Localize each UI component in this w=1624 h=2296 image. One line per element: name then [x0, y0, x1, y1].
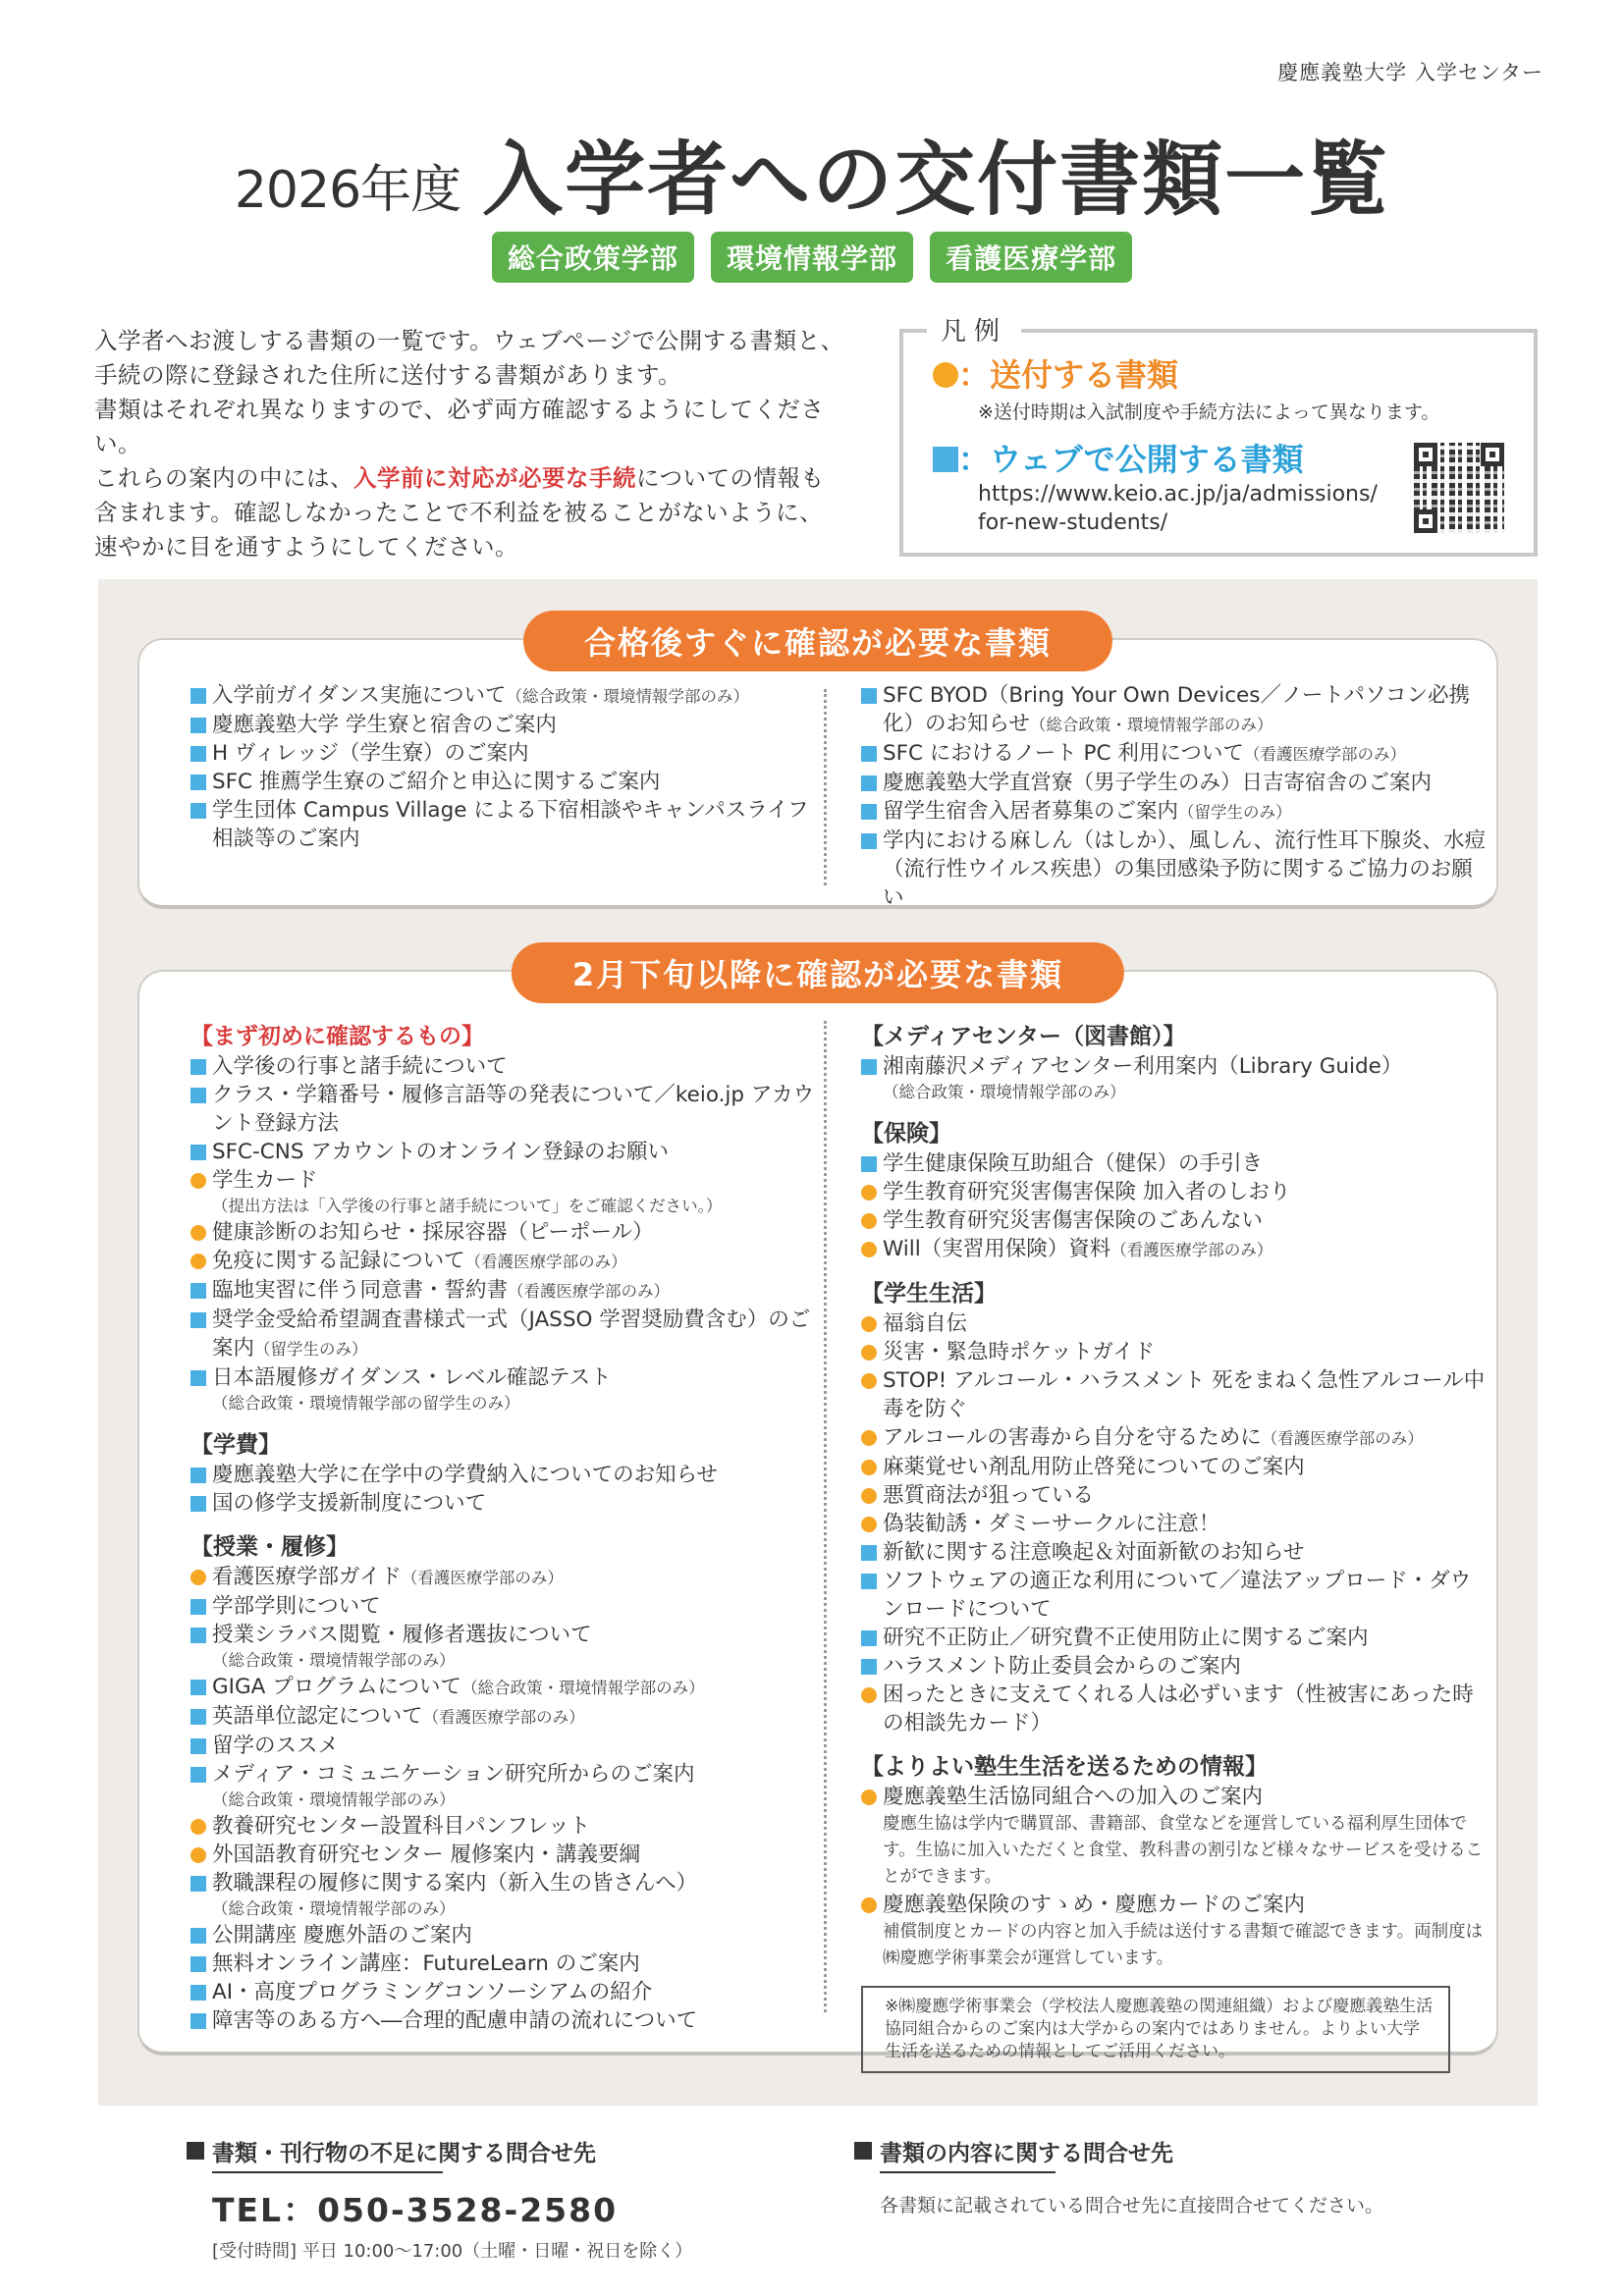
blue-square-icon [190, 803, 206, 819]
item-note: （看護医療学部のみ） [1110, 1241, 1273, 1259]
url-line[interactable]: https://www.keio.ac.jp/ja/admissions/ [978, 482, 1378, 507]
item-text: 教養研究センター設置科目パンフレット [212, 1814, 591, 1839]
list-item [861, 1149, 1489, 1178]
list-item [190, 1978, 829, 2006]
list-item [190, 796, 829, 853]
list-item [861, 827, 1489, 912]
blue-square-icon [190, 1709, 206, 1725]
black-square-icon [854, 2142, 872, 2160]
list-item [190, 1702, 829, 1732]
blue-square-icon [190, 1059, 206, 1075]
list-item [861, 1052, 1489, 1104]
list-item [190, 2006, 829, 2035]
faculty-badge: 看護医療学部 [930, 232, 1132, 283]
blue-square-icon [190, 1496, 206, 1512]
list-item [190, 768, 829, 796]
item-text: 福翁自伝 [883, 1311, 968, 1336]
item-text: アルコールの害毒から自分を守るために [883, 1425, 1262, 1450]
orange-dot-icon [861, 1517, 877, 1532]
item-text: SFC-CNS アカウントのオンライン登録のお願い [212, 1140, 670, 1164]
intro-line: 手続の際に登録された住所に送付する書類があります。 [94, 361, 682, 389]
item-sub: （提出方法は「入学後の行事と諸手続について」をご確認ください。） [212, 1197, 723, 1215]
footer-heading-text: 書類の内容に関する問合せ先 [880, 2135, 1173, 2173]
item-text: 臨地実習に伴う同意書・誓約書 [212, 1278, 509, 1303]
item-text: 日本語履修ガイダンス・レベル確認テスト [212, 1365, 612, 1390]
category-heading: 【よりよい塾生生活を送るための情報】 [861, 1754, 1268, 1780]
section-left-column [190, 1021, 829, 2035]
blue-square-icon [190, 1088, 206, 1103]
category-heading: 【まず初めに確認するもの】 [190, 1024, 484, 1049]
intro-line: 入学者へお渡しする書類の一覧です。ウェブページで公開する書類と、 [94, 327, 844, 354]
item-text: 看護医療学部ガイド [212, 1565, 402, 1589]
intro-line: 書類はそれぞれ異なりますので、必ず両方確認するようにしてください。 [94, 396, 825, 457]
item-text: 困ったときに支えてくれる人は必ずいます（性被害にあった時の相談先カード） [883, 1682, 1474, 1735]
item-text: 奨学金受給希望調査書様式一式（JASSO 学習奨励費含む）のご案内 [212, 1308, 811, 1361]
blue-square-icon [190, 1370, 206, 1386]
section-right-column [861, 681, 1489, 912]
list-item [861, 1652, 1489, 1681]
section-immediate [137, 624, 1498, 910]
list-item [861, 1481, 1489, 1510]
item-text: 慶應義塾大学直営寮（男子学生のみ）日吉寄宿舎のご案内 [883, 771, 1433, 795]
item-text: 留学のススメ [212, 1734, 340, 1758]
list-item [190, 1138, 829, 1166]
list-item [861, 1624, 1489, 1652]
category-heading: 【学費】 [190, 1432, 281, 1458]
item-text: 無料オンライン講座：FutureLearn のご案内 [212, 1951, 640, 1976]
blue-square-icon [190, 1312, 206, 1328]
item-text: 慶應義塾生活協同組合への加入のご案内 [883, 1785, 1264, 1809]
section-title: 合格後すぐに確認が必要な書類 [523, 611, 1112, 671]
item-text: クラス・学籍番号・履修言語等の発表について／keio.jp アカウント登録方法 [212, 1083, 815, 1136]
item-text: STOP! アルコール・ハラスメント 死をまねく急性アルコール中毒を防ぐ [883, 1368, 1486, 1421]
blue-square-icon [861, 775, 877, 791]
item-note: （看護医療学部のみ） [1261, 1429, 1424, 1448]
orange-dot-icon [861, 1316, 877, 1332]
item-text: 研究不正防止／研究費不正使用防止に関するご案内 [883, 1626, 1369, 1650]
list-item [190, 1563, 829, 1592]
list-item [861, 1206, 1489, 1235]
item-note: （留学生のみ） [1178, 803, 1292, 822]
list-item [190, 1306, 829, 1363]
item-text: 教職課程の履修に関する案内（新入生の皆さんへ） [212, 1871, 698, 1896]
list-item [190, 1921, 829, 1949]
list-item [861, 1891, 1489, 1972]
orange-dot-icon [861, 1789, 877, 1805]
url-line[interactable]: for-new-students/ [978, 510, 1168, 535]
list-item [190, 1760, 829, 1812]
faculty-badges [0, 232, 1624, 283]
item-text: 慶應義塾大学 学生寮と宿舎のご案内 [212, 713, 557, 737]
blue-square-icon [861, 804, 877, 820]
list-item [190, 1949, 829, 1978]
blue-square-icon [190, 688, 206, 704]
orange-dot-icon [190, 1819, 206, 1835]
title-year: 2026年度 [234, 161, 461, 220]
blue-square-icon [190, 1985, 206, 2001]
item-text: 慶應義塾保険のすゝめ・慶應カードのご案内 [883, 1893, 1306, 1917]
item-sub: （総合政策・環境情報学部のみ） [212, 1651, 456, 1670]
blue-square-icon [933, 447, 958, 472]
item-text: 学部学則について [212, 1594, 381, 1619]
item-text: 入学後の行事と諸手続について [212, 1054, 508, 1079]
orange-dot-icon [190, 1173, 206, 1189]
faculty-badge: 総合政策学部 [492, 232, 694, 283]
intro-text [94, 324, 870, 564]
item-text: 免疫に関する記録について [212, 1249, 465, 1273]
orange-dot-icon [190, 1570, 206, 1585]
blue-square-icon [190, 1876, 206, 1892]
section-right-column [861, 1021, 1489, 2073]
list-item [190, 1869, 829, 1921]
item-note: （総合政策・環境情報学部のみ） [1029, 716, 1273, 734]
list-item [861, 1423, 1489, 1453]
orange-dot-icon [861, 1460, 877, 1475]
item-text: 悪質商法が狙っている [883, 1483, 1095, 1508]
office-hours: [受付時間] 平日 10:00〜17:00（土曜・日曜・祝日を除く） [212, 2241, 693, 2262]
list-item [190, 739, 829, 768]
item-text: 新歓に関する注意喚起＆対面新歓のお知らせ [883, 1540, 1305, 1565]
blue-square-icon [190, 718, 206, 733]
item-note: （留学生のみ） [254, 1340, 368, 1359]
blue-square-icon [190, 746, 206, 762]
item-text: ハラスメント防止委員会からのご案内 [883, 1654, 1241, 1679]
blue-square-icon [861, 1659, 877, 1675]
item-text: 麻薬覚せい剤乱用防止啓発についてのご案内 [883, 1455, 1305, 1479]
intro-line: 速やかに目を通すようにしてください。 [94, 533, 518, 561]
item-text: 学生カード [212, 1168, 318, 1193]
blue-square-icon [861, 1545, 877, 1561]
intro-line [94, 461, 870, 496]
item-text: 障害等のある方へ―合理的配慮申請の流れについて [212, 2008, 698, 2033]
blue-square-icon [190, 2013, 206, 2029]
list-item [190, 1673, 829, 1702]
legend-box [899, 317, 1538, 557]
orange-dot-icon [861, 1687, 877, 1703]
item-sub: （総合政策・環境情報学部のみ） [883, 1083, 1126, 1101]
orange-dot-icon [861, 1430, 877, 1446]
blue-square-icon [190, 1680, 206, 1695]
category-heading: 【学生生活】 [861, 1281, 997, 1307]
blue-square-icon [190, 1928, 206, 1944]
item-text: 公開講座 慶應外語のご案内 [212, 1923, 472, 1948]
item-text: 偽装勧誘・ダミーサークルに注意！ [883, 1512, 1220, 1536]
item-text: メディア・コミュニケーション研究所からのご案内 [212, 1762, 695, 1787]
item-text: 授業シラバス閲覧・履修者選抜について [212, 1623, 592, 1647]
blue-square-icon [861, 833, 877, 849]
black-square-icon [187, 2142, 204, 2160]
item-text: GIGA プログラムについて [212, 1675, 462, 1699]
item-text: SFC BYOD（Bring Your Own Devices／ノートパソコン必携化）のお知らせ [883, 683, 1470, 736]
orange-dot-icon [861, 1488, 877, 1504]
blue-square-icon [190, 1956, 206, 1972]
list-item [190, 711, 829, 739]
item-text: 学内における麻しん（はしか）、風しん、流行性耳下腺炎、水痘（流行性ウイルス疾患）の集団感染予防に関するご協力のお願い [883, 828, 1487, 910]
item-text: ソフトウェアの適正な利用について／違法アップロード・ダウンロードについて [883, 1569, 1472, 1622]
list-item [861, 1510, 1489, 1538]
footer-heading-text: 書類・刊行物の不足に関する問合せ先 [212, 2135, 596, 2173]
list-item [861, 1681, 1489, 1737]
list-item [190, 1081, 829, 1138]
blue-square-icon [861, 688, 877, 704]
blue-square-icon [190, 1145, 206, 1160]
orange-dot-icon [861, 1213, 877, 1229]
list-item [190, 1276, 829, 1306]
section-late-february [137, 956, 1498, 2061]
list-item [190, 1592, 829, 1621]
list-item [861, 681, 1489, 739]
list-item [861, 769, 1489, 797]
list-item [861, 1338, 1489, 1366]
item-text: SFC におけるノート PC 利用について [883, 741, 1244, 766]
list-item [190, 1621, 829, 1673]
footer-heading [854, 2135, 1383, 2173]
blue-square-icon [190, 1468, 206, 1483]
item-note: （総合政策・環境情報学部のみ） [461, 1679, 705, 1697]
list-item [861, 1783, 1489, 1891]
orange-dot-icon [190, 1225, 206, 1241]
list-item [861, 1309, 1489, 1338]
blue-square-icon [861, 1630, 877, 1646]
list-item [190, 1247, 829, 1276]
blue-square-icon [861, 1156, 877, 1172]
blue-square-icon [190, 1283, 206, 1299]
list-item [190, 1363, 829, 1415]
list-item [861, 797, 1489, 827]
list-item [190, 1489, 829, 1518]
qr-code-icon [1414, 443, 1504, 533]
orange-dot-icon [190, 1847, 206, 1863]
item-text: 国の修学支援新制度について [212, 1491, 487, 1516]
list-item [861, 1538, 1489, 1567]
phone-number[interactable]: TEL：050-3528-2580 [212, 2191, 619, 2229]
item-text: SFC 推薦学生寮のご紹介と申込に関するご案内 [212, 770, 661, 794]
list-item [190, 1218, 829, 1247]
dotted-divider [824, 689, 827, 885]
orange-dot-icon [861, 1345, 877, 1361]
category-heading: 【保険】 [861, 1121, 951, 1147]
list-item [861, 1178, 1489, 1206]
orange-dot-icon [861, 1185, 877, 1201]
orange-dot-icon [190, 1254, 206, 1269]
list-item [861, 1366, 1489, 1423]
item-text: 災害・緊急時ポケットガイド [883, 1340, 1156, 1364]
item-desc: 慶應生協は学内で購買部、書籍部、食堂などを運営している福利厚生団体です。生協に加入いただくと食堂、教科書の割引など様々なサービスを受けることができます。 [883, 1814, 1484, 1887]
intro-highlight: 入学前に対応が必要な手続 [353, 464, 636, 492]
dotted-divider [824, 1021, 827, 2012]
legend-mailed-note: ※送付時期は入試制度や手続方法によって異なります。 [978, 401, 1440, 423]
list-item [190, 1166, 829, 1218]
legend-title: 凡例 [927, 311, 1021, 347]
blue-square-icon [190, 1767, 206, 1783]
legend-web-label: ：ウェブで公開する書類 [958, 441, 1304, 478]
item-text: 外国語教育研究センター 履修案内・講義要綱 [212, 1842, 640, 1867]
item-note: （看護医療学部のみ） [422, 1708, 585, 1727]
page-title [0, 116, 1624, 231]
footer-shortage-contact [187, 2135, 692, 2263]
blue-square-icon [861, 1059, 877, 1075]
orange-dot-icon [861, 1897, 877, 1913]
item-sub: （総合政策・環境情報学部のみ） [212, 1790, 456, 1809]
item-note: （看護医療学部のみ） [1243, 745, 1406, 764]
documents-panel [98, 579, 1538, 2106]
section-left-column [190, 681, 829, 853]
list-item [190, 1461, 829, 1489]
list-item [861, 1567, 1489, 1624]
legend-mailed-label: ：送付する書類 [958, 356, 1179, 394]
intro-text-segment: についての情報も [636, 464, 825, 492]
list-item [861, 739, 1489, 769]
title-main: 入学者への交付書類一覧 [482, 133, 1390, 227]
blue-square-icon [861, 1574, 877, 1589]
item-text: 英語単位認定について [212, 1704, 423, 1729]
intro-text-segment: これらの案内の中には、 [94, 464, 353, 492]
legend-url[interactable] [978, 480, 1378, 537]
item-text: 慶應義塾大学に在学中の学費納入についてのお知らせ [212, 1463, 718, 1487]
blue-square-icon [190, 1628, 206, 1643]
item-text: 留学生宿舎入居者募集のご案内 [883, 799, 1179, 824]
item-text: 学生教育研究災害傷害保険 加入者のしおり [883, 1180, 1291, 1204]
category-heading: 【授業・履修】 [190, 1534, 349, 1560]
blue-square-icon [190, 1599, 206, 1615]
blue-square-icon [190, 774, 206, 790]
item-note: （総合政策・環境情報学部のみ） [506, 687, 749, 706]
item-text: 健康診断のお知らせ・採尿容器（ピーポール） [212, 1220, 654, 1245]
section-title: 2月下旬以降に確認が必要な書類 [512, 942, 1124, 1003]
item-sub: （総合政策・環境情報学部のみ） [212, 1899, 456, 1918]
list-item [861, 1235, 1489, 1264]
item-text: 学生教育研究災害傷害保険のごあんない [883, 1208, 1264, 1233]
item-desc: 補償制度とカードの内容と加入手続は送付する書類で確認できます。両制度は㈱慶應学術事業会が運営しています。 [883, 1922, 1484, 1968]
footer-text: 各書類に記載されている問合せ先に直接問合せてください。 [880, 2195, 1384, 2216]
list-item [190, 1841, 829, 1869]
item-note: （看護医療学部のみ） [464, 1253, 627, 1271]
item-note: （看護医療学部のみ） [401, 1569, 564, 1587]
footer-content-contact [854, 2135, 1383, 2217]
faculty-badge: 環境情報学部 [711, 232, 913, 283]
item-text: AI・高度プログラミングコンソーシアムの紹介 [212, 1980, 653, 2004]
category-heading: 【メディアセンター（図書館）】 [861, 1024, 1186, 1049]
item-text: 学生健康保険互助組合（健保）の手引き [883, 1151, 1264, 1176]
item-sub: （総合政策・環境情報学部の留学生のみ） [212, 1394, 520, 1413]
legend-mailed [933, 350, 1178, 396]
list-item [861, 1453, 1489, 1481]
list-item [190, 1732, 829, 1760]
orange-dot-icon [933, 362, 958, 388]
list-item [190, 1052, 829, 1081]
orange-dot-icon [861, 1373, 877, 1389]
footer-heading [187, 2135, 692, 2173]
blue-square-icon [190, 1738, 206, 1754]
item-text: 入学前ガイダンス実施について [212, 683, 507, 708]
orange-dot-icon [861, 1242, 877, 1257]
legend-web [933, 435, 1304, 480]
disclaimer-notice: ※㈱慶應学術事業会（学校法人慶應義塾の関連組織）および慶應義塾生活協同組合からのご案内は大学からの案内ではありません。よりよい大学生活を送るための情報としてご活用ください。 [861, 1986, 1450, 2073]
list-item [190, 1812, 829, 1841]
intro-line: 含まれます。確認しなかったことで不利益を被ることがないように、 [94, 499, 824, 526]
item-text: 湘南藤沢メディアセンター利用案内（Library Guide） [883, 1054, 1403, 1079]
item-text: H ヴィレッジ（学生寮）のご案内 [212, 741, 529, 766]
item-note: （看護医療学部のみ） [508, 1282, 671, 1301]
item-text: Will（実習用保険）資料 [883, 1237, 1111, 1261]
list-item [190, 681, 829, 711]
item-text: 学生団体 Campus Village による下宿相談やキャンパスライフ相談等のご案内 [212, 798, 809, 851]
blue-square-icon [861, 746, 877, 762]
organization-name: 慶應義塾大学 入学センター [1277, 61, 1543, 84]
